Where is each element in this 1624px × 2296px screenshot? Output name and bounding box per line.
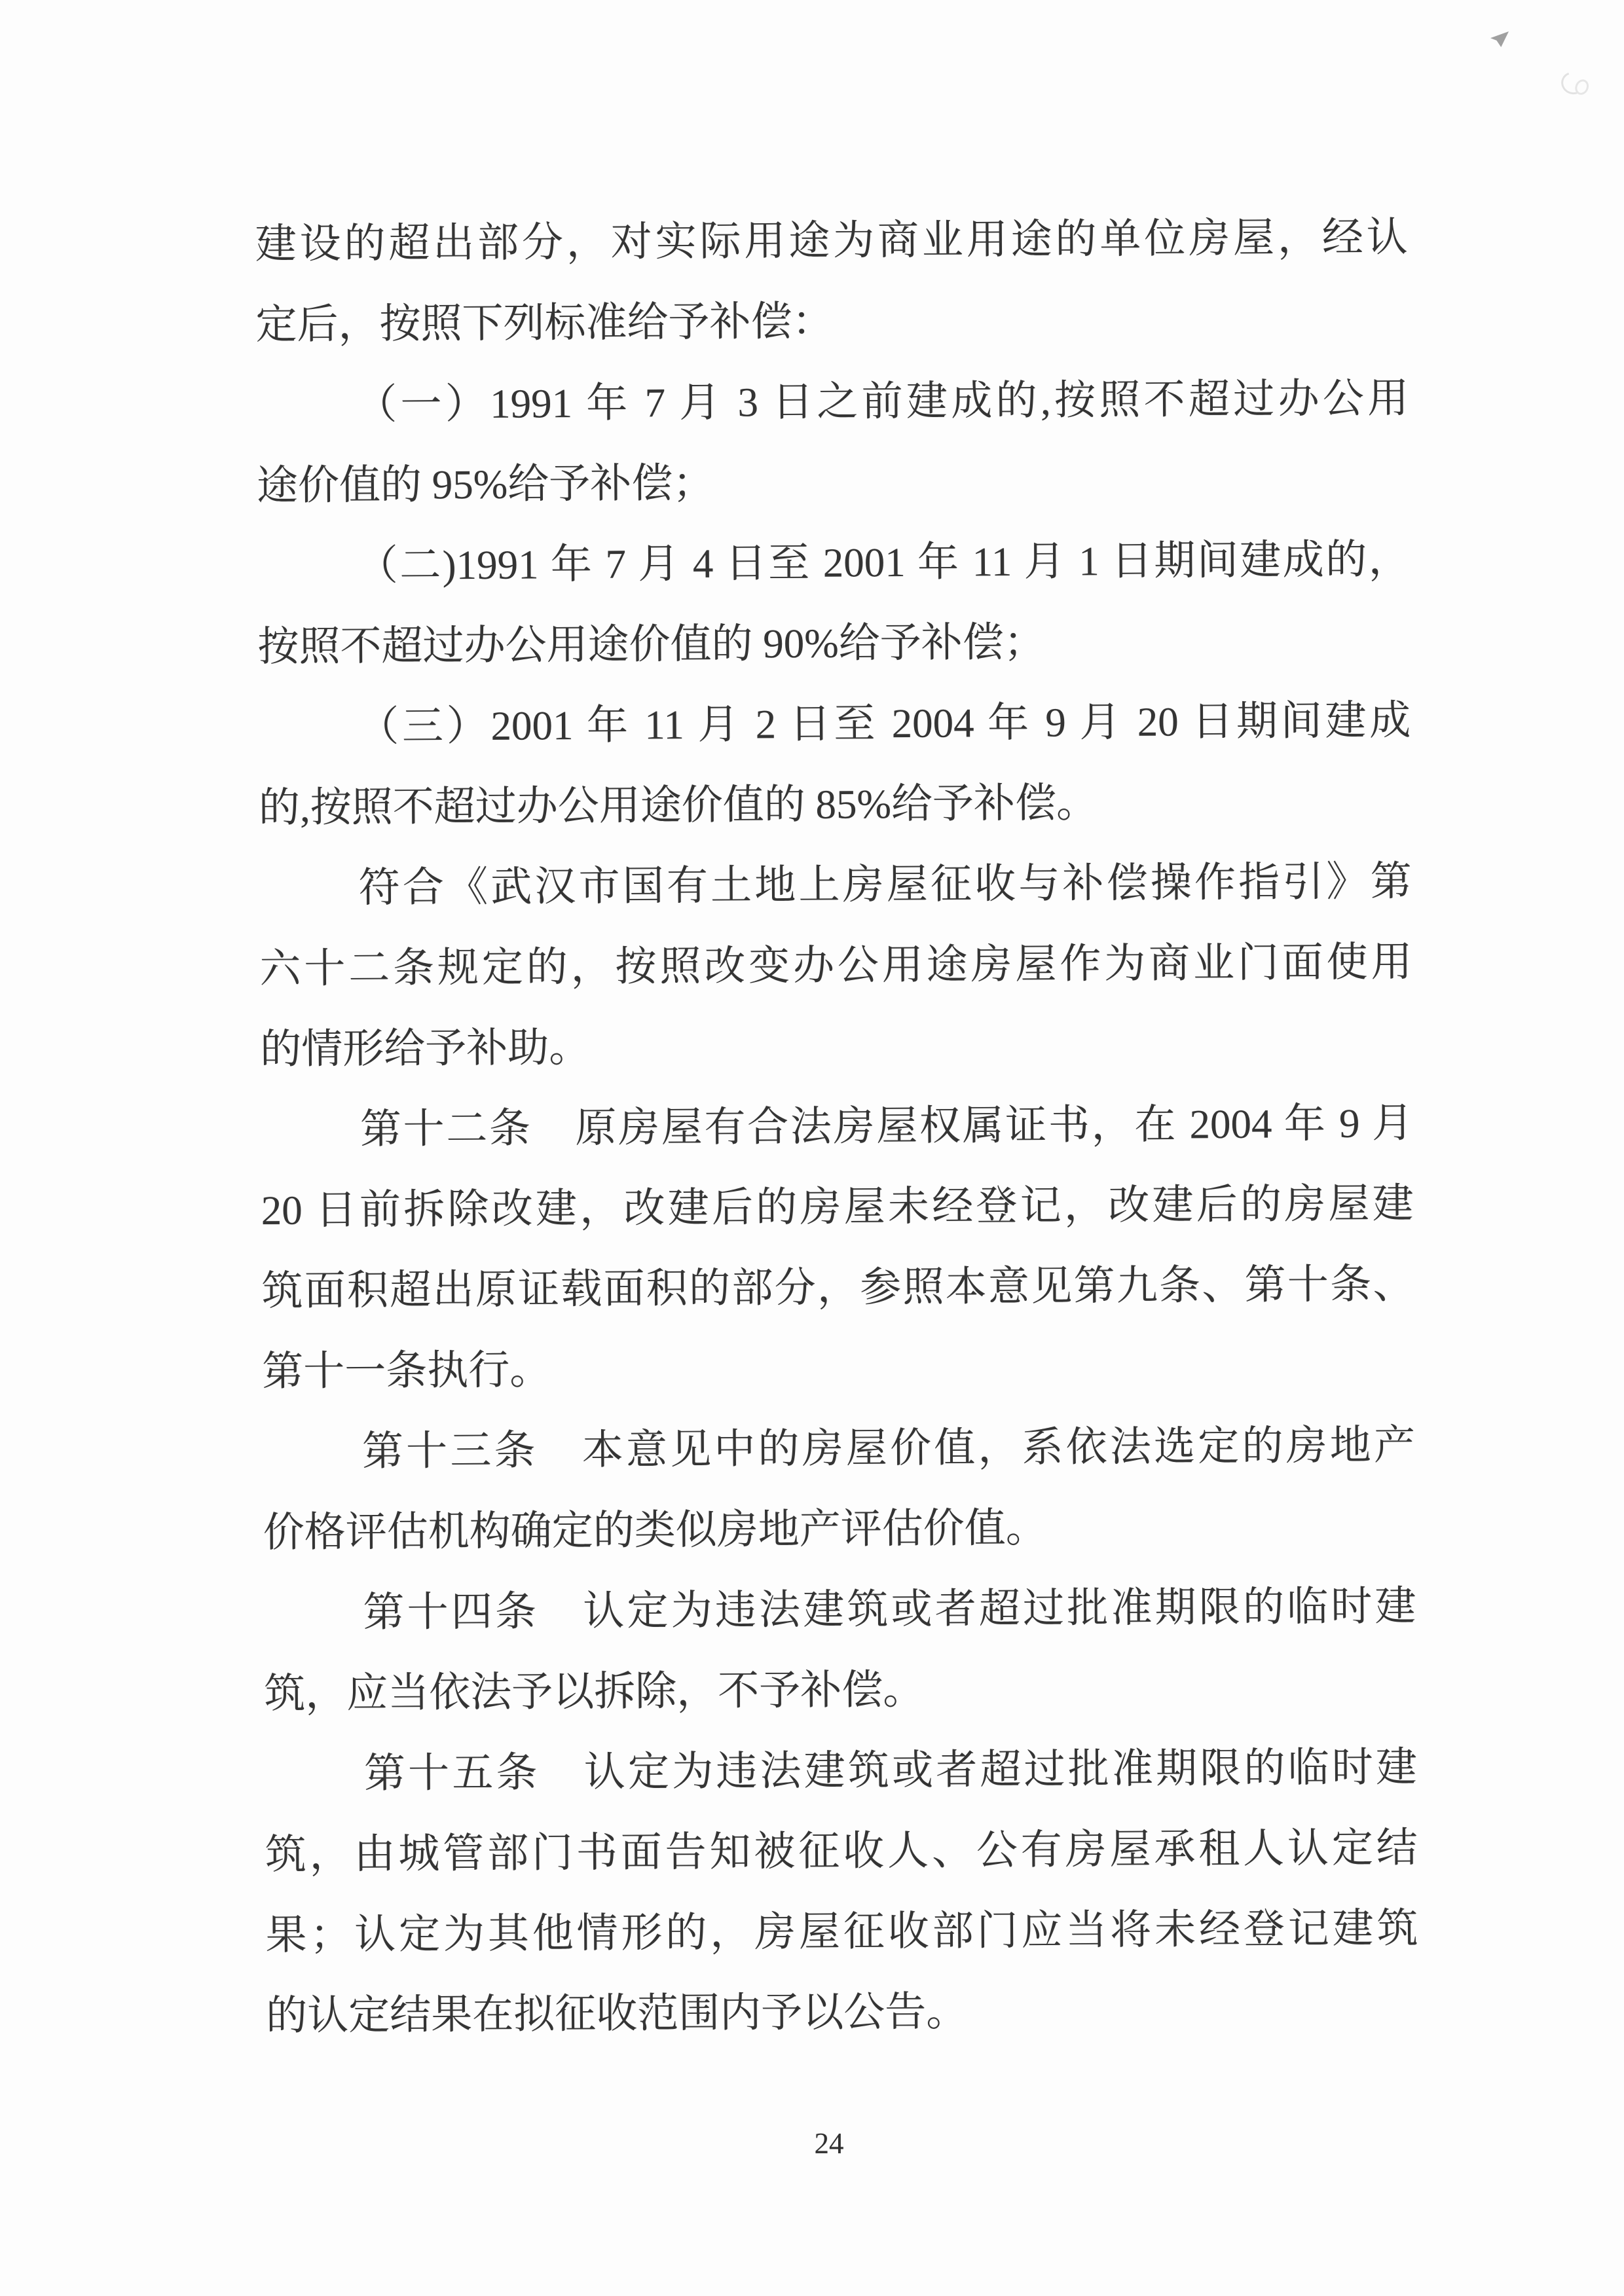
text-line: 的认定结果在拟征收范围内予以公告。	[266, 1988, 968, 2039]
text-line: 果；认定为其他情形的，房屋征收部门应当将未经登记建筑	[265, 1905, 1418, 1958]
text-line: 途价值的 95%给予补偿；	[256, 460, 714, 509]
text-line: 第十二条 原房屋有合法房屋权属证书，在 2004 年 9 月	[360, 1100, 1414, 1153]
text-line: 第十三条 本意见中的房屋价值，系依法选定的房地产	[361, 1422, 1416, 1475]
text-line: （二)1991 年 7 月 4 日至 2001 年 11 月 1 日期间建成的，	[356, 536, 1410, 589]
text-line: 的,按照不超过办公用途价值的 85%给予补偿。	[258, 780, 1098, 831]
text-line: 第十四条 认定为违法建筑或者超过批准期限的临时建	[363, 1583, 1416, 1636]
text-line: 定后，按照下列标准给予补偿：	[255, 298, 834, 348]
faint-smudge-mark-icon	[1558, 68, 1589, 98]
text-line: 第十一条执行。	[262, 1347, 551, 1394]
text-line: 符合《武汉市国有土地上房屋征收与补偿操作指引》第	[358, 858, 1412, 911]
text-line: （三）2001 年 11 月 2 日至 2004 年 9 月 20 日期间建成	[358, 697, 1411, 750]
text-line: 第十五条 认定为违法建筑或者超过批准期限的临时建	[363, 1744, 1418, 1797]
text-line: 筑面积超出原证载面积的部分，参照本意见第九条、第十条、	[261, 1261, 1414, 1314]
text-line: 筑，由城管部门书面告知被征收人、公有房屋承租人认定结	[265, 1825, 1418, 1878]
text-line: 20 日前拆除改建，改建后的房屋未经登记，改建后的房屋建	[261, 1180, 1414, 1233]
text-line: 的情形给予补助。	[260, 1024, 591, 1073]
text-line: 建设的超出部分，对实际用途为商业用途的单位房屋，经认	[255, 214, 1408, 268]
document-text	[255, 197, 1418, 2056]
text-line: （一）1991 年 7 月 3 日之前建成的,按照不超过办公用	[356, 375, 1409, 428]
text-line: 筑，应当依法予以拆除，不予补偿。	[264, 1666, 925, 1717]
text-line: 按照不超过办公用途价值的 90%给予补偿；	[257, 619, 1045, 670]
text-line: 六十二条规定的，按照改变办公用途房屋作为商业门面使用	[259, 939, 1412, 993]
page-number-value: 24	[814, 2127, 844, 2160]
page-number	[0, 2126, 1624, 2160]
text-line: 价格评估机构确定的类似房地产评估价值。	[263, 1504, 1047, 1556]
pencil-tick-mark-icon	[1490, 31, 1509, 47]
